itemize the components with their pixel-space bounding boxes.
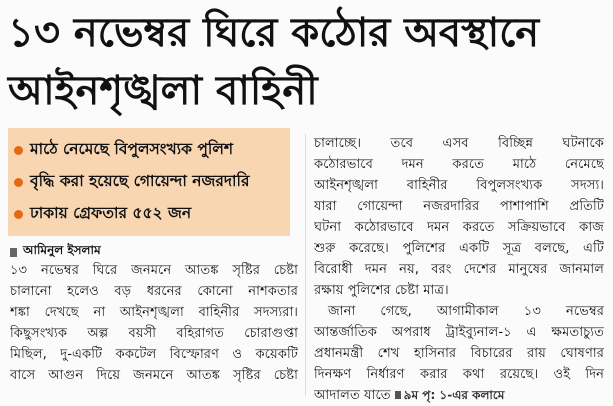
highlight-text: মাঠে নেমেছে বিপুলসংখ্যক পুলিশ [30, 140, 234, 158]
body-column-right [314, 133, 604, 406]
headline [8, 4, 608, 120]
highlight-text: বৃদ্ধি করা হয়েছে গোয়েন্দা নজরদারি [30, 172, 250, 190]
body-line: শুরু করেছে। পুলিশের একটি সূত্র বলছে, এটি [314, 241, 604, 256]
body-line: প্রধানমন্ত্রী শেখ হাসিনার বিচারের রায় ঘোষণার [314, 346, 604, 361]
highlight-item [8, 134, 290, 166]
body-line: শঙ্কা দেখছে না আইনশৃঙ্খলা বাহিনীর সদস্যরা। [10, 305, 298, 320]
body-line: দিনক্ষণ নির্ধারণ করার কথা রয়েছে। ওই দিন [314, 367, 604, 382]
body-column-left [10, 260, 298, 386]
headline-line-2: আইনশৃঙ্খলা বাহিনী [8, 68, 318, 114]
body-line: যারা গোয়েন্দা নজরদারির পাশাপাশি প্রতিটি [314, 199, 604, 214]
jump-marker-icon [395, 391, 401, 399]
body-line: চালানো হলেও বড় ধরনের কোনো নাশকতার [10, 284, 298, 299]
bullet-dot-icon [14, 210, 23, 219]
body-line-text: আদালত যাতে [314, 388, 391, 403]
body-line: কিছুসংখ্যক অল্প বয়সী বহিরাগত চোরাগুপ্তা [10, 326, 298, 341]
column-divider [305, 134, 306, 396]
highlight-item [8, 166, 290, 198]
headline-line-1: ১৩ নভেম্বর ঘিরে কঠোর অবস্থানে [8, 10, 540, 56]
body-line: মিছিল, দু-একটি ককটেল বিস্ফোরণ ও কয়েকটি [10, 347, 298, 362]
body-line: আইনশৃঙ্খলা বাহিনীর বিপুলসংখ্যক সদস্য। [314, 178, 604, 193]
body-line: জানা গেছে, আগামীকাল ১৩ নভেম্বর [328, 304, 604, 319]
bullet-dot-icon [14, 146, 23, 155]
bullet-dot-icon [14, 178, 23, 187]
continued-on-page: ৯ম পৃ: ১-এর কলামে [403, 388, 505, 402]
byline-marker-icon [10, 248, 17, 257]
body-line: কঠোরভাবে দমন করতে মাঠে নেমেছে [314, 157, 604, 172]
body-line: বিরোধী দমন নয়, বরং দেশের মানুষের জানমাল [314, 262, 604, 277]
body-line: আন্তর্জাতিক অপরাধ ট্রাইব্যুনাল-১ এ ক্ষমতাচ্যুত [314, 325, 604, 340]
body-line: রক্ষায় পুলিশের চেষ্টা মাত্র। [314, 283, 449, 298]
highlight-item [8, 198, 290, 230]
highlights-box [8, 128, 290, 236]
byline [10, 242, 101, 262]
highlight-text: ঢাকায় গ্রেফতার ৫৫২ জন [30, 204, 192, 222]
body-line: ১৩ নভেম্বর ঘিরে জনমনে আতঙ্ক সৃষ্টির চেষ্টা [10, 263, 298, 278]
body-line: ঘটনা কঠোরভাবে দমন করতে সক্রিয়ভাবে কাজ [314, 220, 604, 235]
body-line: বাসে আগুন দিয়ে জনমনে আতঙ্ক সৃষ্টির চেষ্টা [10, 368, 298, 383]
author-name: আমিনুল ইসলাম [23, 243, 101, 257]
body-line: চালাচ্ছে। তবে এসব বিচ্ছিন্ন ঘটনাকে [314, 136, 604, 151]
